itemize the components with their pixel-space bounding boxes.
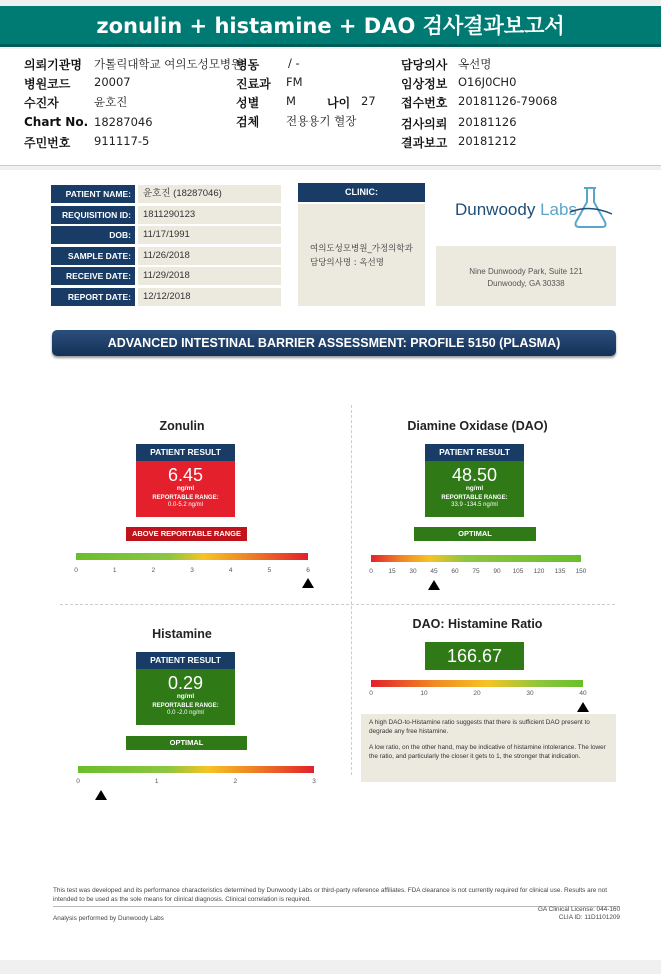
report-date-value: 20181212	[458, 134, 517, 148]
scale-tick-label: 75	[472, 568, 480, 575]
scale-tick-label: 135	[554, 568, 566, 575]
scale-tick-label: 10	[420, 690, 428, 697]
dao-range: 33.9 -134.5 ng/ml	[451, 502, 498, 508]
divider-vertical	[351, 405, 352, 775]
address-line-2: Dunwoody, GA 30338	[487, 279, 565, 288]
scale-tick-label: 2	[233, 778, 238, 785]
pi-label: REPORT DATE:	[51, 288, 135, 306]
logo-main: Dunwoody	[455, 200, 536, 219]
dao-unit: ng/ml	[465, 485, 484, 492]
license: GA Clinical License: 044-160	[537, 906, 620, 913]
address-line-1: Nine Dunwoody Park, Suite 121	[469, 267, 583, 276]
license-info	[480, 906, 620, 922]
doctor-label: 담당의사	[401, 58, 448, 72]
pi-value: 11/26/2018	[138, 247, 281, 265]
chart-label: Chart No.	[24, 115, 89, 129]
scale-tick-label: 0	[369, 690, 373, 697]
ratio-value: 166.67	[425, 642, 524, 670]
dao-status: OPTIMAL	[414, 527, 536, 541]
receipt-label: 접수번호	[401, 96, 448, 110]
scale-tick-label: 0	[74, 567, 78, 574]
header-info	[0, 49, 661, 166]
scale-tick-label: 15	[388, 568, 396, 575]
pi-label: PATIENT NAME:	[51, 185, 135, 203]
doctor-value: 옥선명	[458, 57, 492, 71]
pi-value: 윤호진 (18287046)	[138, 185, 281, 203]
histamine-range-label: REPORTABLE RANGE:	[152, 703, 219, 709]
patient-label: 수진자	[24, 96, 59, 110]
sex-value: M	[286, 94, 296, 108]
report-date-label: 결과보고	[401, 136, 448, 150]
scale-tick-label: 0	[369, 568, 373, 575]
histamine-unit: ng/ml	[176, 693, 195, 700]
zonulin-marker	[302, 578, 314, 588]
scale-tick-label: 150	[575, 568, 587, 575]
scale-tick-label: 1	[154, 778, 159, 785]
histamine-value: 0.29	[167, 673, 204, 693]
clinic-line-1: 여의도성모병원_가정의학과	[310, 244, 413, 254]
pi-label: DOB:	[51, 226, 135, 244]
scale-tick-label: 3	[190, 567, 194, 574]
request-date-label: 검사의뢰	[401, 117, 448, 131]
logo-accent: Labs	[540, 200, 577, 219]
disclaimer: This test was developed and its performance characteristics determined by Dunwoody Labs or third-party reference affiliates. FDA clearance is not currently required for clinical use. Results are not intended to be used as the sole means for clinical diagnosis. Clinical correlation is required.	[53, 887, 608, 903]
clinic-box	[298, 204, 425, 306]
scale-tick-label: 40	[579, 690, 587, 697]
ratio-note	[361, 714, 616, 782]
pi-label: SAMPLE DATE:	[51, 247, 135, 265]
report-title: zonulin + histamine + DAO 검사결과보고서	[0, 6, 661, 47]
scale-tick-label: 0	[76, 778, 80, 785]
dao-value: 48.50	[451, 465, 498, 485]
zonulin-range: 0.0-5.2 ng/ml	[167, 502, 204, 508]
pi-label: RECEIVE DATE:	[51, 267, 135, 285]
specimen-value: 전용용기 혈장	[286, 114, 357, 128]
sex-label: 성별	[236, 96, 260, 110]
zonulin-range-label: REPORTABLE RANGE:	[152, 495, 219, 501]
request-date-value: 20181126	[458, 115, 517, 129]
histamine-scale-bar	[78, 766, 314, 773]
histamine-title: Histamine	[152, 627, 212, 641]
dept-value: FM	[286, 75, 303, 89]
ratio-note-p2: A low ratio, on the other hand, may be indicative of histamine intolerance. The lower the ratio, and particularly the closer it gets to 1, the stronger that indication.	[369, 744, 606, 760]
scale-tick-label: 6	[306, 567, 310, 574]
histamine-marker	[95, 790, 107, 800]
scale-tick-label: 105	[512, 568, 524, 575]
dunwoody-logo	[455, 200, 577, 220]
ratio-note-p1: A high DAO-to-Histamine ratio suggests that there is sufficient DAO present to degrade any free histamine.	[369, 719, 590, 735]
ssn-label: 주민번호	[24, 136, 71, 150]
histamine-range: 0.0 -2.0 ng/ml	[167, 710, 204, 716]
dao-scale-bar	[371, 555, 581, 562]
scale-tick-label: 60	[451, 568, 459, 575]
zonulin-title: Zonulin	[159, 419, 205, 433]
scale-tick-label: 2	[151, 567, 156, 574]
ratio-title: DAO: Histamine Ratio	[412, 617, 543, 631]
pi-value: 11/29/2018	[138, 267, 281, 285]
zonulin-result-box	[136, 461, 235, 517]
scale-tick-label: 30	[409, 568, 417, 575]
scale-tick-label: 4	[228, 567, 233, 574]
zonulin-value: 6.45	[167, 465, 204, 485]
clinic-line-2: 담당의사명 : 옥선명	[310, 258, 384, 268]
hospital-code-value: 20007	[94, 75, 131, 89]
dao-result-label: PATIENT RESULT	[425, 444, 524, 461]
dao-range-label: REPORTABLE RANGE:	[441, 495, 508, 501]
pi-value: 12/12/2018	[138, 288, 281, 306]
pi-label: REQUISITION ID:	[51, 206, 135, 224]
zonulin-result-label: PATIENT RESULT	[136, 444, 235, 461]
divider-horizontal	[60, 604, 615, 605]
scale-tick-label: 20	[473, 690, 481, 697]
scale-tick-label: 45	[430, 568, 438, 575]
institution-label: 의뢰기관명	[24, 58, 82, 72]
patient-value: 윤호진	[94, 95, 128, 109]
flask-icon	[568, 186, 613, 230]
clia: CLIA ID: 11D1101209	[558, 914, 620, 921]
scale-tick-label: 5	[267, 567, 272, 574]
performed-by: Analysis performed by Dunwoody Labs	[53, 915, 164, 922]
chart-value: 18287046	[94, 115, 153, 129]
age-label: 나이	[327, 96, 351, 110]
zonulin-status: ABOVE REPORTABLE RANGE	[126, 527, 247, 541]
scale-tick-label: 1	[112, 567, 117, 574]
zonulin-unit: ng/ml	[176, 485, 195, 492]
lab-address	[436, 246, 616, 306]
scale-tick-label: 120	[533, 568, 545, 575]
ward-value: / -	[288, 56, 300, 70]
ward-label: 병동	[236, 58, 260, 72]
histamine-result-box	[136, 669, 235, 725]
clinical-value: O16J0CH0	[458, 75, 517, 89]
age-value: 27	[361, 94, 376, 108]
profile-banner: ADVANCED INTESTINAL BARRIER ASSESSMENT: PROFILE 5150 (PLASMA)	[52, 330, 616, 356]
scale-tick-label: 3	[312, 778, 316, 785]
scale-tick-label: 30	[526, 690, 534, 697]
dao-marker	[428, 580, 440, 590]
histamine-status: OPTIMAL	[126, 736, 247, 750]
ssn-value: 911117-5	[94, 134, 150, 148]
dao-title: Diamine Oxidase (DAO)	[407, 419, 548, 433]
histamine-result-label: PATIENT RESULT	[136, 652, 235, 669]
dao-result-box	[425, 461, 524, 517]
institution-value: 가톨릭대학교 여의도성모병원	[94, 57, 243, 71]
receipt-value: 20181126-79068	[458, 94, 558, 108]
clinic-label: CLINIC:	[298, 183, 425, 202]
pi-value: 11/17/1991	[138, 226, 281, 244]
hospital-code-label: 병원코드	[24, 77, 71, 91]
zonulin-scale-bar	[76, 553, 308, 560]
ratio-marker	[577, 702, 589, 712]
ratio-scale-bar	[371, 680, 583, 687]
pi-value: 1811290123	[138, 206, 281, 224]
scale-tick-label: 90	[493, 568, 501, 575]
dept-label: 진료과	[236, 77, 271, 91]
specimen-label: 검체	[236, 115, 260, 129]
clinical-label: 임상정보	[401, 77, 448, 91]
